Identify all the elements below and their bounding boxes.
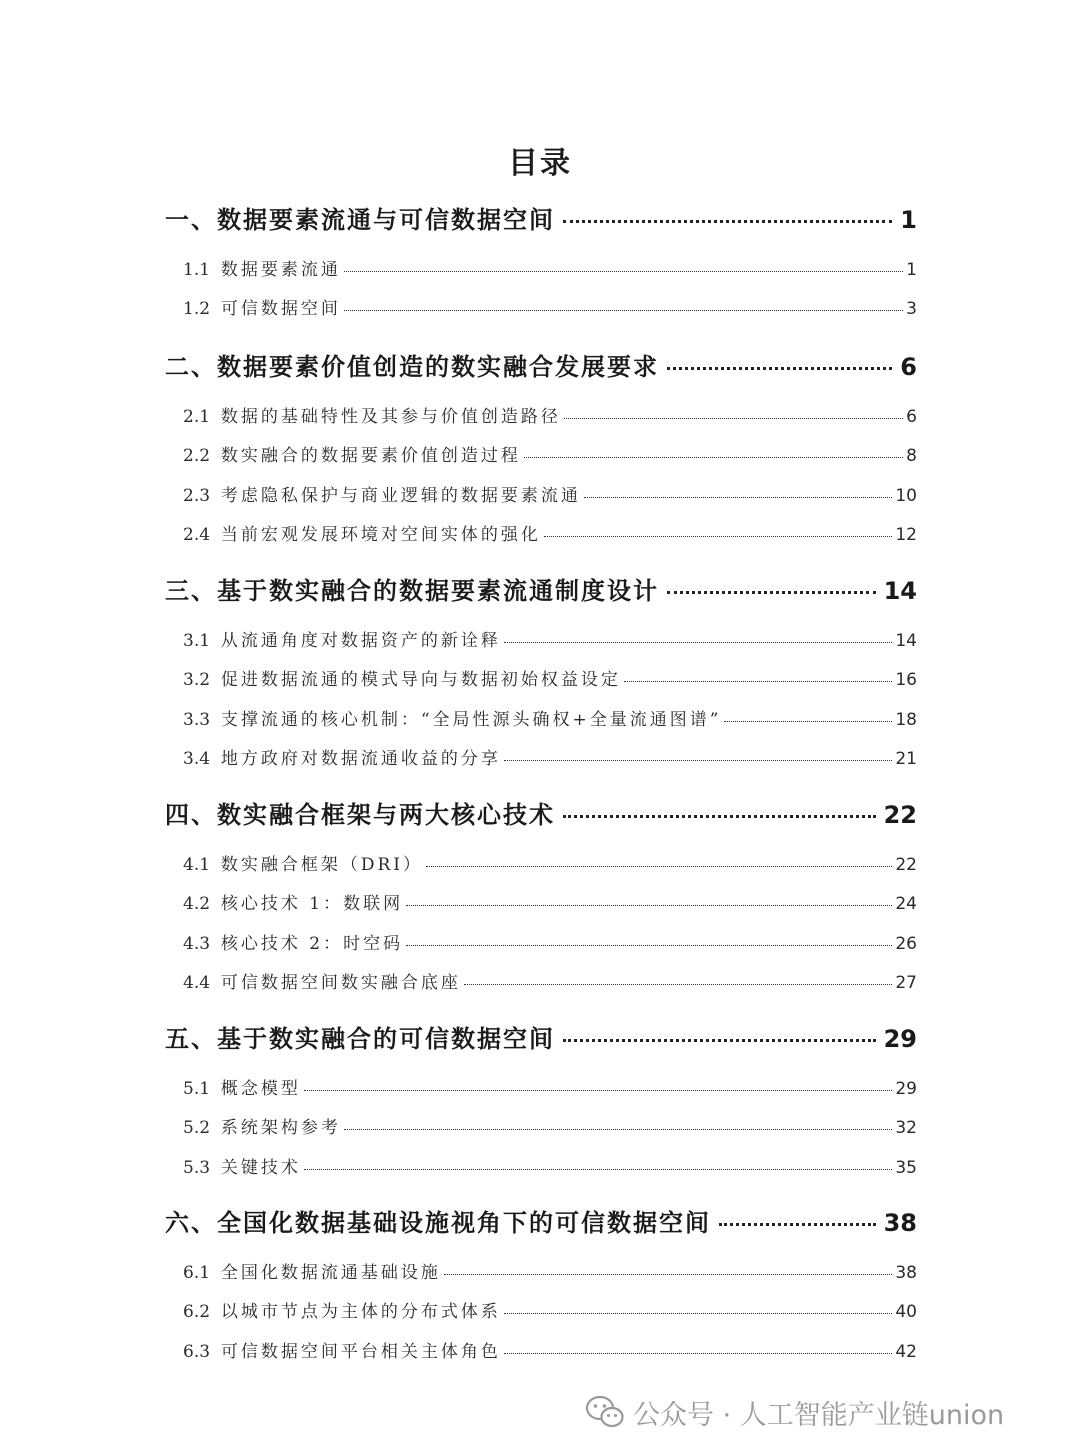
section-title: 当前宏观发展环境对空间实体的强化 <box>220 524 541 545</box>
section-number: 5.2 <box>183 1118 211 1139</box>
toc-chapter <box>165 795 917 830</box>
toc-chapter <box>165 1203 917 1238</box>
chapter-title: 四、数实融合框架与两大核心技术 <box>165 801 555 829</box>
page-number: 14 <box>895 631 917 651</box>
toc-section <box>183 626 917 651</box>
watermark <box>585 1392 1004 1432</box>
toc-section <box>183 1113 917 1138</box>
toc-section <box>183 968 917 993</box>
toc-chapter <box>165 571 917 606</box>
page-number: 24 <box>895 894 917 915</box>
page-number: 40 <box>895 1302 917 1323</box>
toc-section <box>183 402 917 427</box>
section-title: 概念模型 <box>220 1079 301 1099</box>
page-number: 29 <box>883 1025 917 1053</box>
page-number: 32 <box>895 1118 917 1139</box>
section-number: 4.3 <box>183 933 211 954</box>
page-number: 22 <box>883 801 917 829</box>
page-number: 26 <box>895 933 917 954</box>
section-number: 4.2 <box>183 894 211 915</box>
dot-leader <box>724 721 892 722</box>
section-title: 从流通角度对数据资产的新诠释 <box>220 631 501 651</box>
section-number: 2.4 <box>183 524 211 545</box>
section-title: 关键技术 <box>220 1157 301 1178</box>
section-title: 核心技术 2：时空码 <box>220 933 404 954</box>
dot-leader <box>304 1169 893 1170</box>
page-number: 22 <box>895 855 917 875</box>
section-title: 系统架构参考 <box>220 1118 341 1139</box>
section-number: 3.2 <box>183 670 211 691</box>
page-title: 目录 <box>508 146 572 181</box>
section-title: 数据的基础特性及其参与价值创造路径 <box>220 407 561 427</box>
chapter-title: 二、数据要素价值创造的数实融合发展要求 <box>165 353 659 381</box>
dot-leader <box>563 220 892 223</box>
page-number: 14 <box>883 577 917 605</box>
section-title: 促进数据流通的模式导向与数据初始权益设定 <box>220 670 621 691</box>
toc-section <box>183 520 917 545</box>
dot-leader <box>504 1353 893 1354</box>
chapter-title: 六、全国化数据基础设施视角下的可信数据空间 <box>165 1209 711 1237</box>
toc-section <box>183 929 917 954</box>
section-title: 全国化数据流通基础设施 <box>220 1263 441 1283</box>
section-number: 6.2 <box>183 1302 211 1323</box>
page-number: 18 <box>895 709 917 730</box>
chapter-title: 五、基于数实融合的可信数据空间 <box>165 1025 555 1053</box>
dot-leader <box>667 367 892 370</box>
section-number: 4.4 <box>183 972 211 993</box>
page-number: 3 <box>906 299 917 320</box>
page-number: 42 <box>895 1341 917 1362</box>
section-title: 数据要素流通 <box>220 260 341 280</box>
wechat-icon <box>585 1395 625 1429</box>
section-title: 核心技术 1：数联网 <box>220 894 404 915</box>
dot-leader <box>344 1129 893 1130</box>
page-number: 1 <box>906 260 917 280</box>
section-title: 考虑隐私保护与商业逻辑的数据要素流通 <box>220 485 581 506</box>
section-title: 数实融合的数据要素价值创造过程 <box>220 446 521 467</box>
toc-section <box>183 441 917 466</box>
page-number: 12 <box>895 524 917 545</box>
dot-leader <box>584 497 893 498</box>
toc-section <box>183 1258 917 1283</box>
section-title: 数实融合框架（DRI） <box>220 855 424 875</box>
dot-leader <box>406 945 892 946</box>
dot-leader <box>667 591 876 594</box>
toc-section <box>183 294 917 319</box>
toc-chapter <box>165 200 917 235</box>
toc-section <box>183 665 917 690</box>
dot-leader <box>444 1274 893 1275</box>
section-number: 3.3 <box>183 709 211 730</box>
dot-leader <box>344 310 903 311</box>
dot-leader <box>563 1039 876 1042</box>
dot-leader <box>563 815 876 818</box>
dot-leader <box>504 760 893 761</box>
page-number: 8 <box>906 446 917 467</box>
section-title: 以城市节点为主体的分布式体系 <box>220 1302 501 1323</box>
watermark-text: 公众号 · 人工智能产业链union <box>633 1399 1005 1431</box>
dot-leader <box>524 457 903 458</box>
page-number: 10 <box>895 485 917 506</box>
section-number: 2.2 <box>183 446 211 467</box>
section-number: 3.1 <box>183 631 211 651</box>
section-number: 5.1 <box>183 1079 211 1099</box>
toc-section <box>183 850 917 875</box>
toc-section <box>183 744 917 769</box>
page-number: 38 <box>895 1263 917 1283</box>
dot-leader <box>504 642 893 643</box>
dot-leader <box>719 1223 876 1226</box>
dot-leader <box>624 681 893 682</box>
dot-leader <box>464 984 893 985</box>
dot-leader <box>304 1090 893 1091</box>
toc-section <box>183 255 917 280</box>
section-title: 可信数据空间 <box>220 299 341 320</box>
section-number: 2.3 <box>183 485 211 506</box>
page-number: 35 <box>895 1157 917 1178</box>
page-number: 29 <box>895 1079 917 1099</box>
page-number: 16 <box>895 670 917 691</box>
section-number: 2.1 <box>183 407 211 427</box>
dot-leader <box>564 418 903 419</box>
page-number: 38 <box>883 1209 917 1237</box>
section-number: 5.3 <box>183 1157 211 1178</box>
toc-chapter <box>165 1019 917 1054</box>
section-number: 1.1 <box>183 260 211 280</box>
dot-leader <box>504 1313 893 1314</box>
section-title: 可信数据空间数实融合底座 <box>220 972 461 993</box>
page-number: 21 <box>895 748 917 769</box>
dot-leader <box>426 866 892 867</box>
toc-section <box>183 1297 917 1322</box>
dot-leader <box>544 536 893 537</box>
section-number: 3.4 <box>183 748 211 769</box>
section-number: 6.3 <box>183 1341 211 1362</box>
chapter-title: 一、数据要素流通与可信数据空间 <box>165 206 555 234</box>
toc-section <box>183 1337 917 1362</box>
toc-chapter <box>165 347 917 382</box>
page-number: 6 <box>900 353 917 381</box>
page-number: 1 <box>900 206 917 234</box>
section-title: 支撑流通的核心机制：“全局性源头确权+全量流通图谱” <box>220 709 722 730</box>
dot-leader <box>406 905 892 906</box>
page-number: 6 <box>906 407 917 427</box>
section-number: 1.2 <box>183 299 211 320</box>
toc-section <box>183 705 917 730</box>
section-number: 4.1 <box>183 855 211 875</box>
chapter-title: 三、基于数实融合的数据要素流通制度设计 <box>165 577 659 605</box>
toc-section <box>183 1153 917 1178</box>
dot-leader <box>344 271 903 272</box>
section-title: 可信数据空间平台相关主体角色 <box>220 1341 501 1362</box>
toc-section <box>183 1074 917 1099</box>
section-number: 6.1 <box>183 1263 211 1283</box>
toc-section <box>183 889 917 914</box>
toc-section <box>183 481 917 506</box>
section-title: 地方政府对数据流通收益的分享 <box>220 748 501 769</box>
page-number: 27 <box>895 972 917 993</box>
